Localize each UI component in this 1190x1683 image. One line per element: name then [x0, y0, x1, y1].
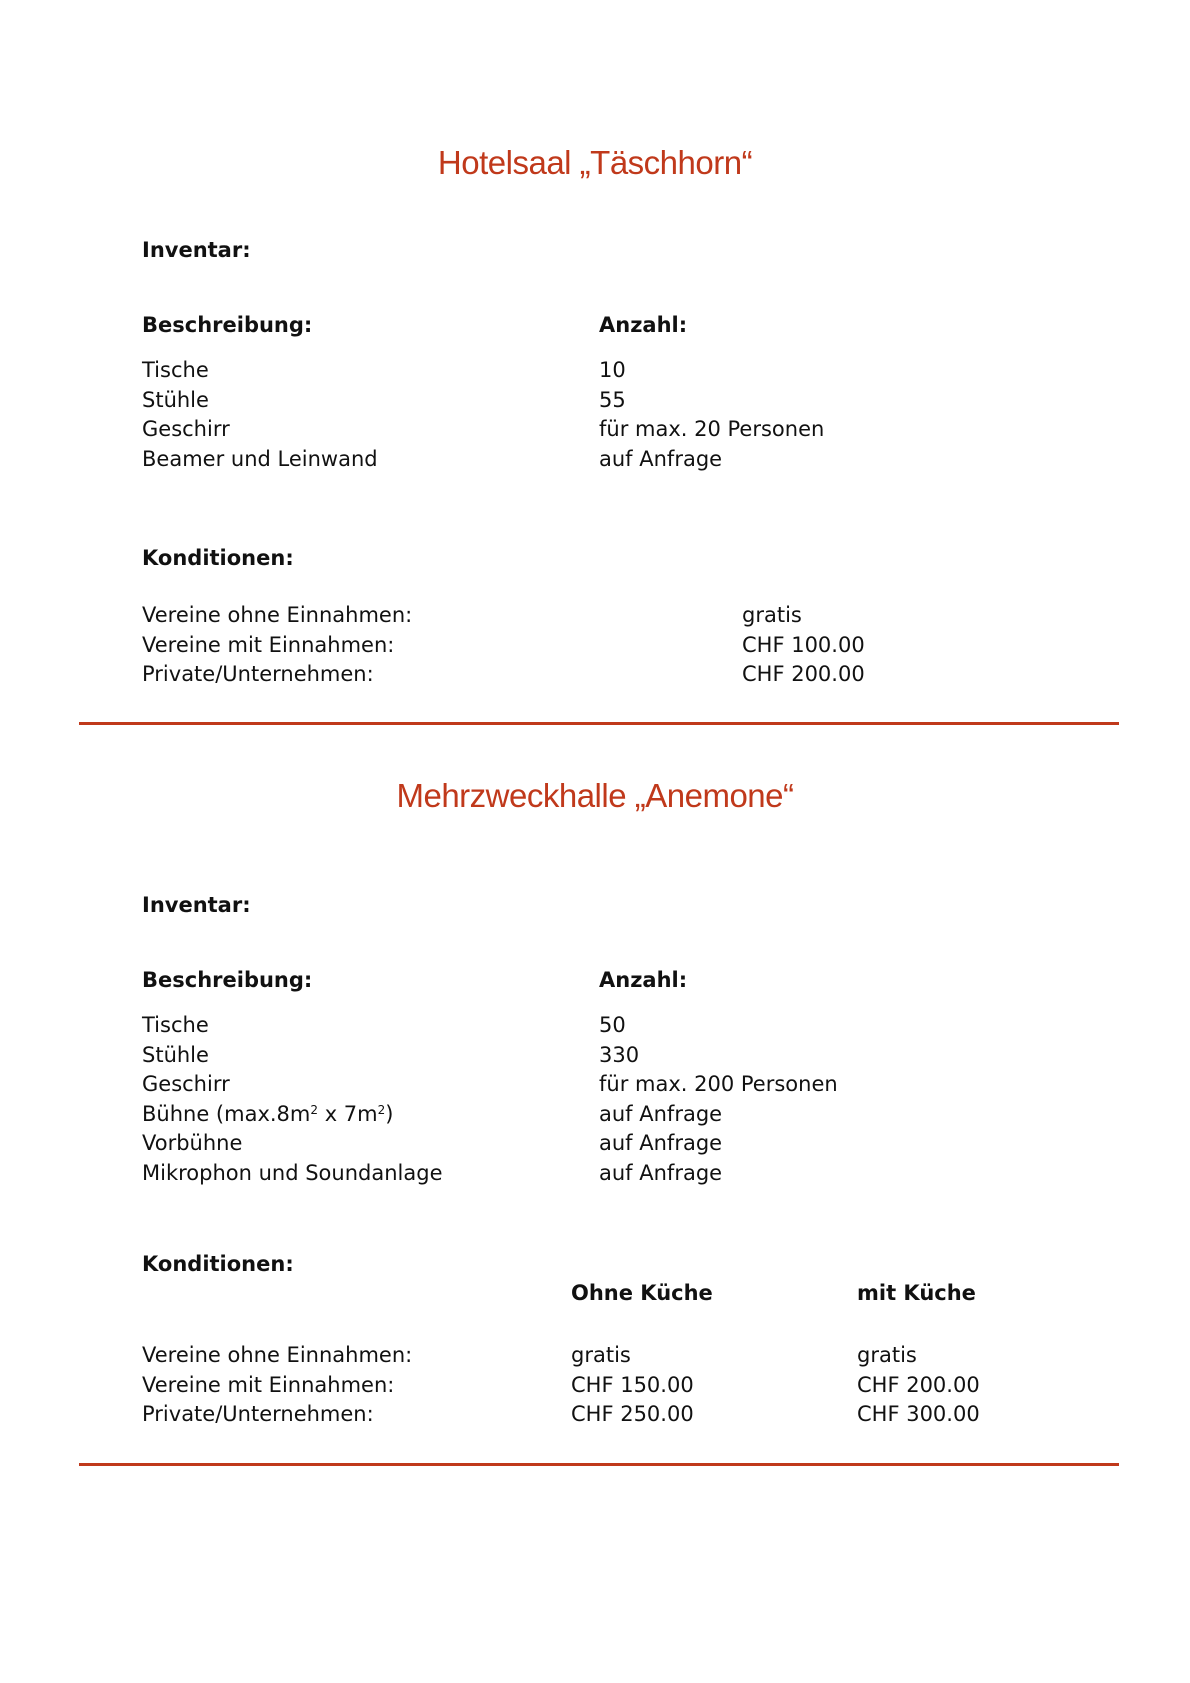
list-item-count: auf Anfrage — [599, 1131, 723, 1155]
stage-label-mid: x 7m — [318, 1101, 378, 1126]
list-item: Tische — [142, 1013, 209, 1037]
superscript: 2 — [310, 1102, 319, 1117]
list-item — [142, 1100, 443, 1130]
list-item-count: 10 — [599, 358, 626, 382]
section1-conditions-label: Konditionen: — [142, 546, 294, 570]
section1-condition-labels — [142, 601, 412, 690]
condition-price: CHF 250.00 — [571, 1402, 694, 1426]
col-without-kitchen: Ohne Küche — [571, 1281, 713, 1305]
section2-inventory-label: Inventar: — [142, 893, 251, 917]
section-divider — [79, 722, 1119, 725]
superscript: 2 — [377, 1102, 386, 1117]
list-item-count: für max. 200 Personen — [599, 1072, 838, 1096]
section2-conditions-label: Konditionen: — [142, 1252, 294, 1276]
condition-price: CHF 100.00 — [742, 632, 865, 657]
condition-label: Private/Unternehmen: — [142, 1402, 374, 1426]
section1-item-counts — [599, 356, 824, 474]
condition-label: Vereine ohne Einnahmen: — [142, 1343, 413, 1367]
section2-item-counts — [599, 1011, 838, 1188]
condition-price: CHF 200.00 — [742, 662, 865, 686]
section1-col-description: Beschreibung: — [142, 313, 313, 337]
condition-label: Private/Unternehmen: — [142, 662, 374, 686]
section1-inventory-label: Inventar: — [142, 238, 251, 262]
section2-prices-without-kitchen — [571, 1341, 694, 1430]
section1-col-count: Anzahl: — [599, 313, 688, 337]
list-item: Geschirr — [142, 1072, 230, 1096]
condition-price: CHF 150.00 — [571, 1372, 694, 1397]
section2-item-names — [142, 1011, 443, 1188]
list-item-count: für max. 20 Personen — [599, 417, 825, 441]
list-item-count: 55 — [599, 387, 626, 412]
section2-title: Mehrzweckhalle „Anemone“ — [396, 777, 794, 814]
condition-price: gratis — [571, 1343, 631, 1367]
section1-item-names — [142, 356, 378, 474]
section2-condition-labels — [142, 1341, 412, 1430]
list-item: Geschirr — [142, 417, 230, 441]
list-item-count: 50 — [599, 1013, 626, 1037]
list-item: Stühle — [142, 387, 209, 412]
list-item-count: auf Anfrage — [599, 1160, 723, 1185]
section-divider — [79, 1463, 1119, 1466]
condition-label: Vereine mit Einnahmen: — [142, 632, 395, 657]
col-with-kitchen: mit Küche — [857, 1281, 976, 1305]
list-item-count: 330 — [599, 1042, 640, 1067]
list-item: Beamer und Leinwand — [142, 446, 378, 471]
section2-col-description: Beschreibung: — [142, 968, 313, 992]
condition-label: Vereine mit Einnahmen: — [142, 1372, 395, 1397]
list-item: Mikrophon und Soundanlage — [142, 1160, 443, 1185]
stage-label-suffix: ) — [385, 1101, 394, 1126]
condition-label: Vereine ohne Einnahmen: — [142, 603, 413, 627]
section2-col-count: Anzahl: — [599, 968, 688, 992]
stage-label-prefix: Bühne (max.8m — [142, 1101, 311, 1126]
section1-title: Hotelsaal „Täschhorn“ — [437, 144, 753, 181]
condition-price: gratis — [857, 1343, 917, 1367]
list-item: Vorbühne — [142, 1131, 243, 1155]
list-item: Tische — [142, 358, 209, 382]
list-item-count: auf Anfrage — [599, 446, 723, 471]
condition-price: CHF 200.00 — [857, 1372, 980, 1397]
section1-condition-prices — [742, 601, 865, 690]
list-item: Stühle — [142, 1042, 209, 1067]
condition-price: CHF 300.00 — [857, 1402, 980, 1426]
list-item-count: auf Anfrage — [599, 1101, 723, 1126]
section2-prices-with-kitchen — [857, 1341, 980, 1430]
condition-price: gratis — [742, 603, 802, 627]
